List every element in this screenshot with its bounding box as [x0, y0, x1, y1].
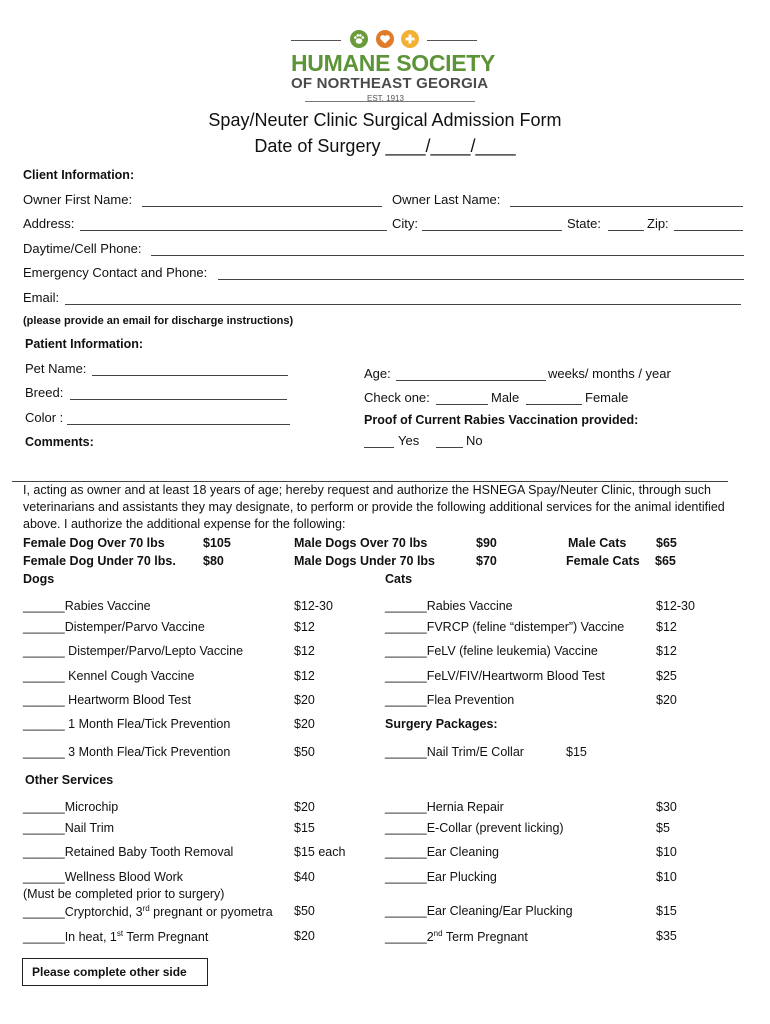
male-dog-under-price: $70: [476, 554, 497, 568]
dog-service-item[interactable]: ______ Distemper/Parvo/Lepto Vaccine: [23, 644, 244, 658]
other-service-price: $10: [656, 845, 677, 859]
emergency-contact-label: Emergency Contact and Phone:: [23, 265, 208, 280]
other-service-price: $20: [294, 929, 315, 943]
color-label: Color :: [25, 410, 64, 425]
authorization-line-3: above. I authorize the additional expense for the following:: [23, 517, 346, 531]
color-field[interactable]: [67, 424, 290, 425]
patient-info-heading: Patient Information:: [25, 337, 144, 351]
dog-service-item[interactable]: ______ 1 Month Flea/Tick Prevention: [23, 717, 231, 731]
other-service-item[interactable]: ______Hernia Repair: [385, 800, 504, 814]
client-info-heading: Client Information:: [23, 168, 135, 182]
age-field[interactable]: [396, 380, 546, 381]
phone-label: Daytime/Cell Phone:: [23, 241, 142, 256]
rabies-yes-label: Yes: [398, 433, 420, 448]
age-label: Age:: [364, 366, 391, 381]
sex-check-label: Check one:: [364, 390, 430, 405]
female-cats-label: Female Cats: [566, 554, 640, 568]
female-check-blank[interactable]: [526, 404, 582, 405]
dog-service-price: $12: [294, 669, 315, 683]
female-label: Female: [585, 390, 629, 405]
dog-service-price: $20: [294, 693, 315, 707]
owner-last-name-field[interactable]: [510, 206, 743, 207]
address-label: Address:: [23, 216, 75, 231]
rabies-no-label: No: [466, 433, 483, 448]
pet-name-field[interactable]: [92, 375, 288, 376]
authorization-line-1: I, acting as owner and at least 18 years of age; hereby request and authorize the HSNEGA Spay/Neuter Clinic, through such: [23, 483, 711, 497]
male-dog-over-price: $90: [476, 536, 497, 550]
male-dog-over-label: Male Dogs Over 70 lbs: [294, 536, 428, 550]
breed-field[interactable]: [70, 399, 287, 400]
authorization-line-2: veterinarians and assistants they may designate, to perform or provide the following additional services for the animal identified: [23, 500, 725, 514]
dog-service-price: $20: [294, 717, 315, 731]
surgery-packages-heading: Surgery Packages:: [385, 717, 498, 731]
dog-service-price: $12-30: [294, 599, 333, 613]
cat-service-price: $12: [656, 620, 677, 634]
comments-line[interactable]: [12, 481, 728, 482]
logo-rule-left: [291, 40, 341, 41]
please-complete-note: Please complete other side: [32, 965, 187, 979]
nail-trim-ecollar-price: $15: [566, 745, 587, 759]
owner-last-name-label: Owner Last Name:: [392, 192, 501, 207]
dog-service-price: $50: [294, 745, 315, 759]
breed-label: Breed:: [25, 385, 64, 400]
state-field[interactable]: [608, 230, 644, 231]
other-service-price: $15: [294, 821, 315, 835]
zip-label: Zip:: [647, 216, 669, 231]
age-units: weeks/ months / year: [548, 366, 671, 381]
other-service-price: $30: [656, 800, 677, 814]
dog-service-item[interactable]: ______Rabies Vaccine: [23, 599, 151, 613]
state-label: State:: [567, 216, 601, 231]
dog-service-item[interactable]: ______ 3 Month Flea/Tick Prevention: [23, 745, 231, 759]
male-check-blank[interactable]: [436, 404, 488, 405]
cat-service-price: $20: [656, 693, 677, 707]
cat-service-price: $25: [656, 669, 677, 683]
address-field[interactable]: [80, 230, 387, 231]
logo-established: EST. 1913: [367, 94, 404, 103]
other-service-item[interactable]: ______Ear Plucking: [385, 870, 497, 884]
dog-service-price: $12: [294, 620, 315, 634]
other-service-item[interactable]: ______2nd Term Pregnant: [385, 929, 528, 945]
wellness-note: (Must be completed prior to surgery): [23, 887, 225, 901]
other-service-item[interactable]: ______Cryptorchid, 3rd pregnant or pyometra: [23, 904, 273, 920]
cat-service-item[interactable]: ______FVRCP (feline “distemper”) Vaccine: [385, 620, 625, 634]
male-cats-label: Male Cats: [568, 536, 627, 550]
city-field[interactable]: [422, 230, 562, 231]
rabies-proof-label: Proof of Current Rabies Vaccination provided:: [364, 413, 639, 427]
other-service-price: $5: [656, 821, 670, 835]
owner-first-name-label: Owner First Name:: [23, 192, 133, 207]
cat-service-price: $12-30: [656, 599, 695, 613]
female-dog-under-price: $80: [203, 554, 224, 568]
rabies-yes-blank[interactable]: [364, 447, 394, 448]
email-note: (please provide an email for discharge instructions): [23, 315, 294, 327]
zip-field[interactable]: [674, 230, 743, 231]
dog-service-price: $12: [294, 644, 315, 658]
other-service-price: $40: [294, 870, 315, 884]
logo-subtitle: OF NORTHEAST GEORGIA: [291, 75, 489, 92]
other-service-price: $15 each: [294, 845, 346, 859]
other-services-heading: Other Services: [25, 773, 114, 787]
female-dog-over-label: Female Dog Over 70 lbs: [23, 536, 165, 550]
email-field[interactable]: [65, 304, 741, 305]
cat-service-price: $12: [656, 644, 677, 658]
phone-field[interactable]: [151, 255, 744, 256]
other-service-price: $20: [294, 800, 315, 814]
logo-title: HUMANE SOCIETY: [291, 50, 496, 76]
other-service-item[interactable]: ______Retained Baby Tooth Removal: [23, 845, 234, 859]
other-service-item[interactable]: ______Ear Cleaning: [385, 845, 499, 859]
other-service-price: $50: [294, 904, 315, 918]
dogs-column-heading: Dogs: [23, 572, 55, 586]
female-dog-over-price: $105: [203, 536, 231, 550]
rabies-no-blank[interactable]: [436, 447, 463, 448]
cat-service-item[interactable]: ______FeLV/FIV/Heartworm Blood Test: [385, 669, 605, 683]
logo-rule-right: [427, 40, 477, 41]
other-service-price: $15: [656, 904, 677, 918]
female-cats-price: $65: [655, 554, 676, 568]
dog-service-item[interactable]: ______Distemper/Parvo Vaccine: [23, 620, 205, 634]
male-label: Male: [491, 390, 520, 405]
other-service-price: $35: [656, 929, 677, 943]
surgery-date-line[interactable]: Date of Surgery ____/____/____: [254, 136, 516, 156]
plus-icon: [401, 30, 419, 48]
cat-service-item[interactable]: ______Rabies Vaccine: [385, 599, 513, 613]
other-service-item[interactable]: ______Ear Cleaning/Ear Plucking: [385, 904, 573, 918]
owner-first-name-field[interactable]: [142, 206, 382, 207]
other-service-item[interactable]: ______Microchip: [23, 800, 119, 814]
other-service-item[interactable]: ______Nail Trim: [23, 821, 115, 835]
male-cats-price: $65: [656, 536, 677, 550]
other-service-item[interactable]: ______Wellness Blood Work: [23, 870, 184, 884]
city-label: City:: [392, 216, 418, 231]
comments-label: Comments:: [25, 435, 94, 449]
form-title: Spay/Neuter Clinic Surgical Admission Form: [208, 110, 562, 130]
pet-name-label: Pet Name:: [25, 361, 87, 376]
heart-icon: [376, 30, 394, 48]
other-service-item[interactable]: ______E-Collar (prevent licking): [385, 821, 564, 835]
email-label: Email:: [23, 290, 60, 305]
paw-icon: [350, 30, 368, 48]
cat-service-item[interactable]: ______FeLV (feline leukemia) Vaccine: [385, 644, 598, 658]
female-dog-under-label: Female Dog Under 70 lbs.: [23, 554, 176, 568]
cats-column-heading: Cats: [385, 572, 413, 586]
dog-service-item[interactable]: ______ Heartworm Blood Test: [23, 693, 191, 707]
other-service-item[interactable]: ______In heat, 1st Term Pregnant: [23, 929, 209, 945]
male-dog-under-label: Male Dogs Under 70 lbs: [294, 554, 436, 568]
emergency-contact-field[interactable]: [218, 279, 744, 280]
dog-service-item[interactable]: ______ Kennel Cough Vaccine: [23, 669, 195, 683]
cat-service-item[interactable]: ______Flea Prevention: [385, 693, 515, 707]
other-service-price: $10: [656, 870, 677, 884]
nail-trim-ecollar-item[interactable]: ______Nail Trim/E Collar: [385, 745, 524, 759]
